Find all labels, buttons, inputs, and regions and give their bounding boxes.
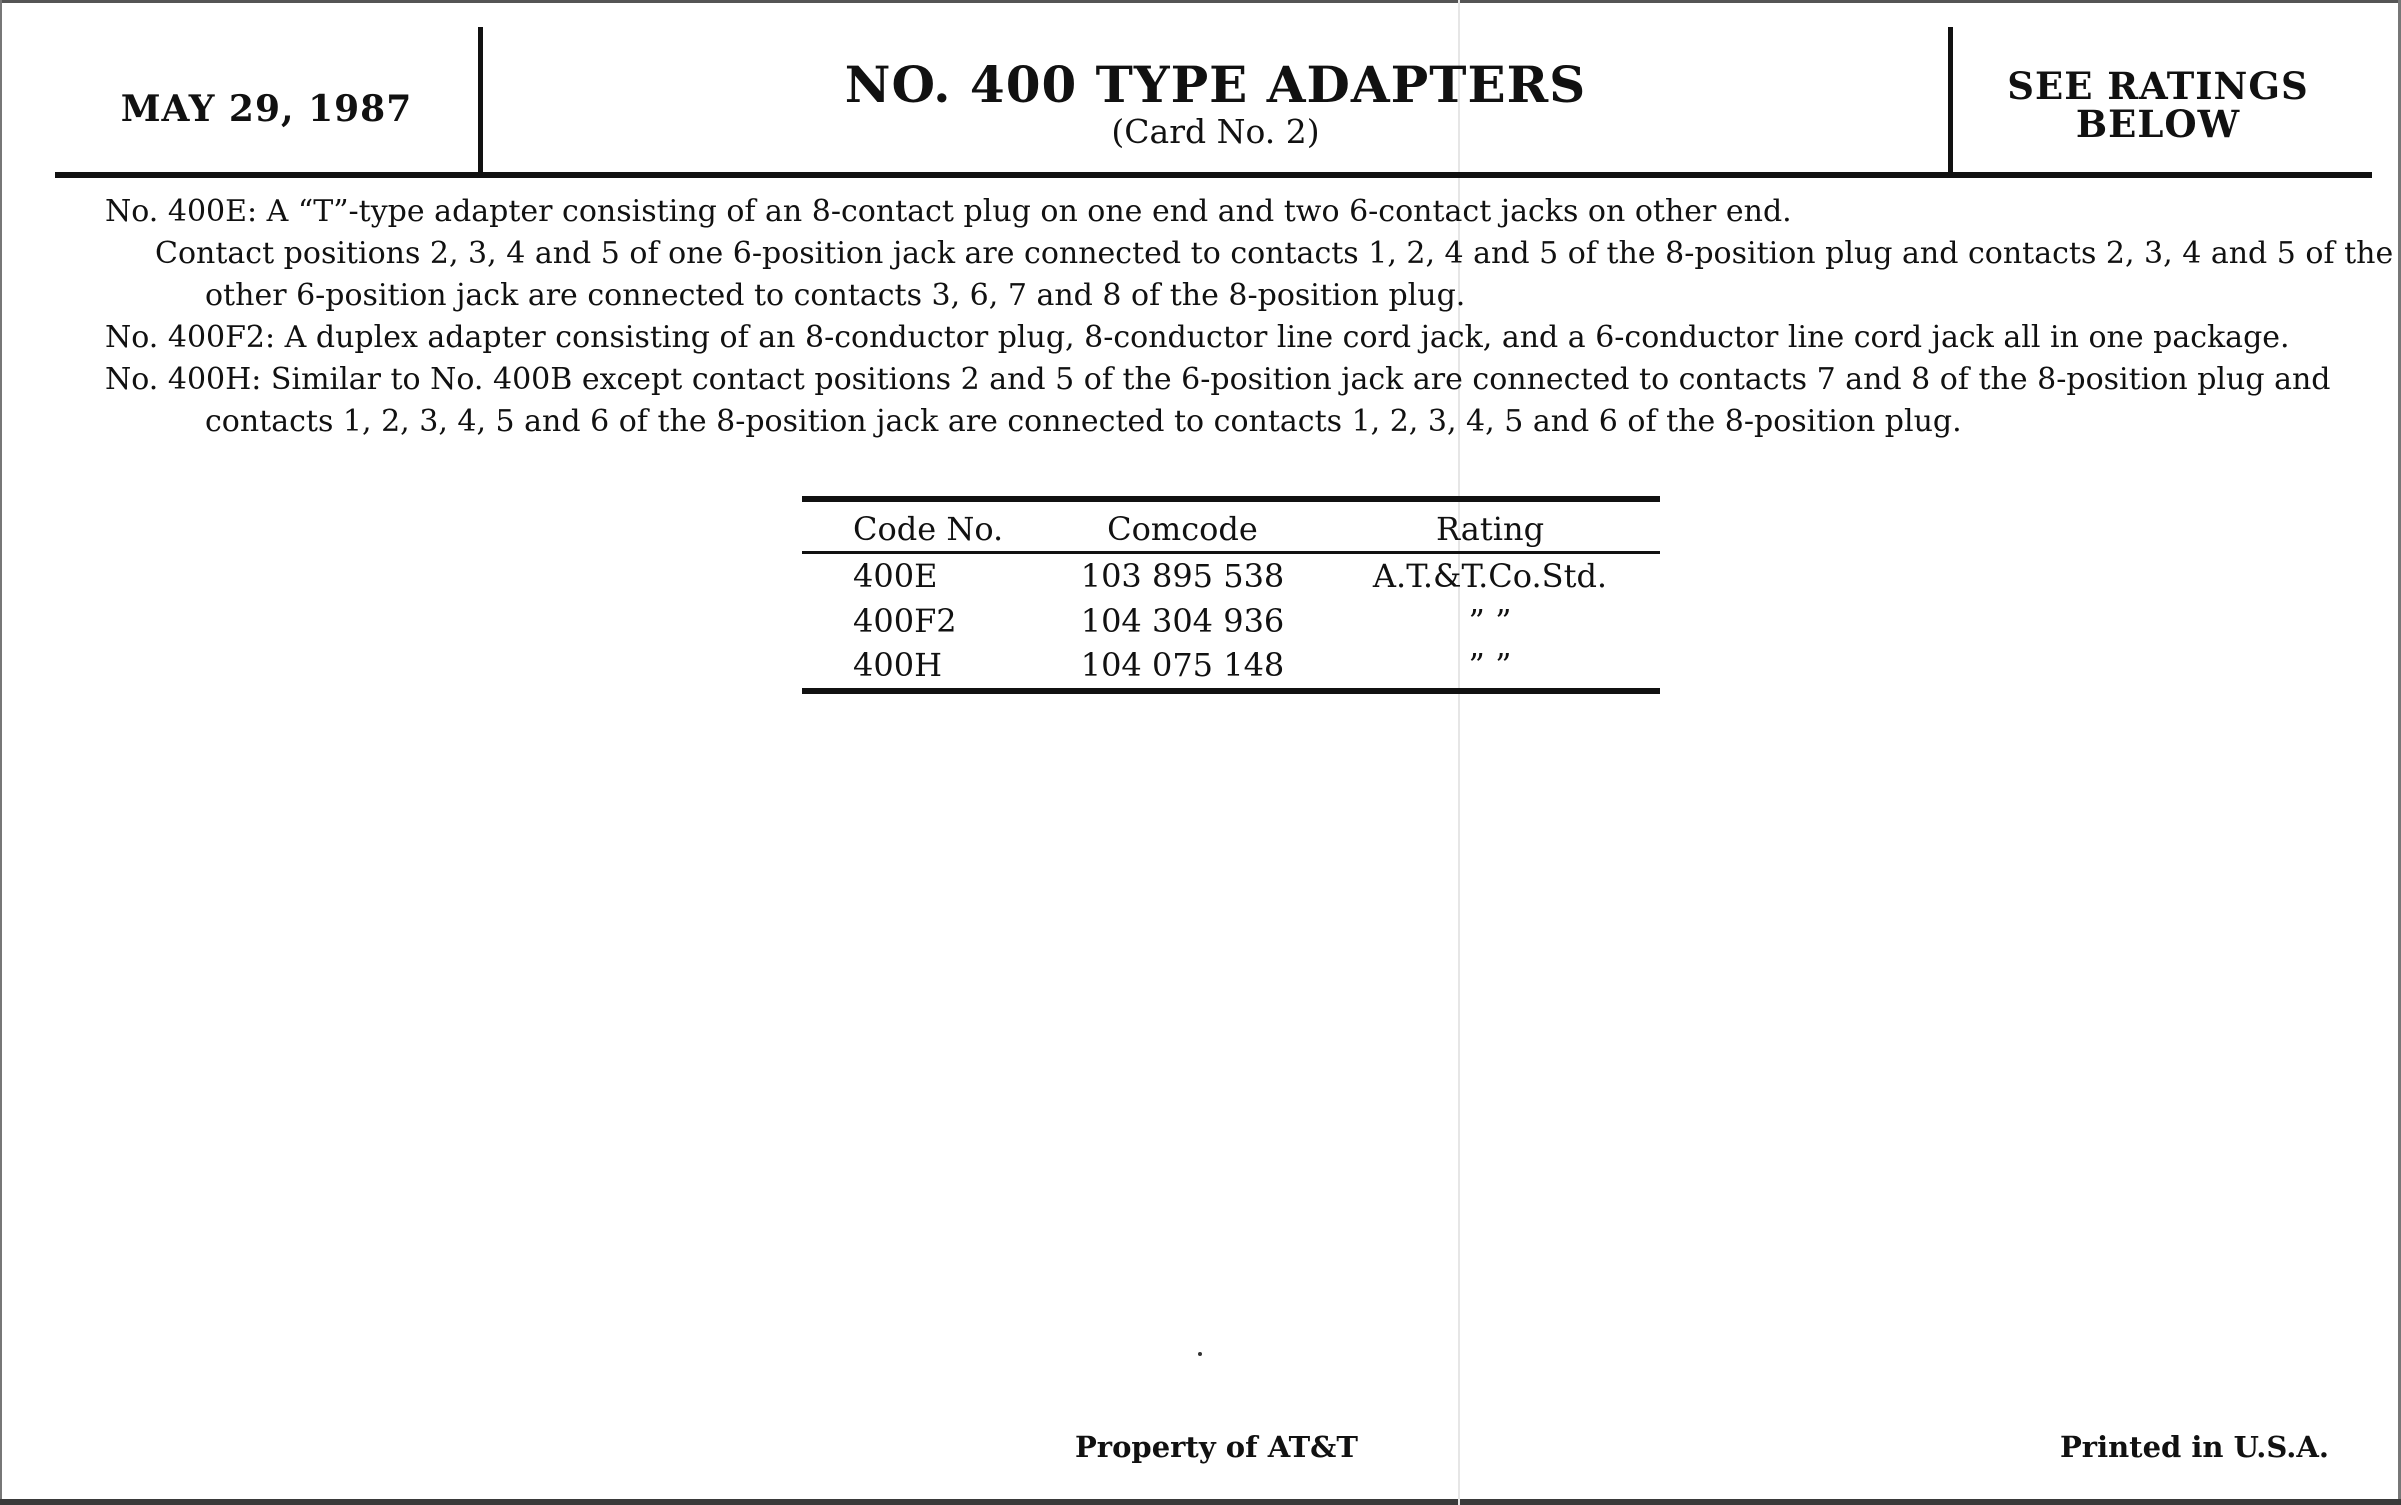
footer-printed: Printed in U.S.A. [2060,1430,2329,1464]
description-400e-line-2: Contact positions 2, 3, 4 and 5 of one 6-position jack are connected to contacts 1, 2, 4 and 5 of the 8-position plug and contacts 2, 3, 4 and 5 of the [155,236,2394,271]
table-header-code-no: Code No. [853,510,1004,548]
footer-property: Property of AT&T [1075,1430,1358,1464]
card-edge-bottom [0,1499,2401,1505]
table-cell-rating: ” ” [1468,602,1512,640]
description-400h-line-1: No. 400H: Similar to No. 400B except contact positions 2 and 5 of the 6-position jack are connected to contacts 7 and 8 of the 8-position plug and [105,362,2331,397]
table-cell-rating: ” ” [1468,646,1512,684]
table-cell-comcode: 104 075 148 [1080,646,1285,684]
ink-speck [1198,1352,1202,1356]
table-cell-comcode: 103 895 538 [1080,557,1285,595]
card-edge-left [0,0,2,1505]
ratings-note [1953,64,2363,146]
table-cell-rating: A.T.&T.Co.Std. [1372,557,1608,595]
card-edge-top [0,0,2401,3]
table-top-rule [802,496,1660,502]
ratings-note-line-1: SEE RATINGS [2007,64,2309,108]
table-cell-code: 400H [853,646,942,684]
description-400h-line-2: contacts 1, 2, 3, 4, 5 and 6 of the 8-position jack are connected to contacts 1, 2, 3, 4, 5 and 6 of the 8-position plug. [205,404,1962,439]
table-header-rating: Rating [1435,510,1545,548]
table-header-comcode: Comcode [1107,510,1258,548]
table-cell-code: 400E [853,557,938,595]
header-rule [55,172,2372,178]
description-400e-line-1: No. 400E: A “T”-type adapter consisting of an 8-contact plug on one end and two 6-contact jacks on other end. [105,194,1792,229]
page-subtitle: (Card No. 2) [1111,112,1320,151]
page-title: NO. 400 TYPE ADAPTERS [844,55,1587,114]
table-cell-code: 400F2 [853,602,957,640]
description-400f2-line-1: No. 400F2: A duplex adapter consisting of an 8-conductor plug, 8-conductor line cord jack, and a 6-conductor line cord jack all in one package. [105,320,2290,355]
table-bottom-rule [802,688,1660,694]
ratings-note-line-2: BELOW [2075,102,2241,146]
header-date: MAY 29, 1987 [120,88,413,130]
table-cell-comcode: 104 304 936 [1080,602,1285,640]
table-header-rule [802,551,1660,554]
description-400e-line-3: other 6-position jack are connected to contacts 3, 6, 7 and 8 of the 8-position plug. [205,278,1466,313]
